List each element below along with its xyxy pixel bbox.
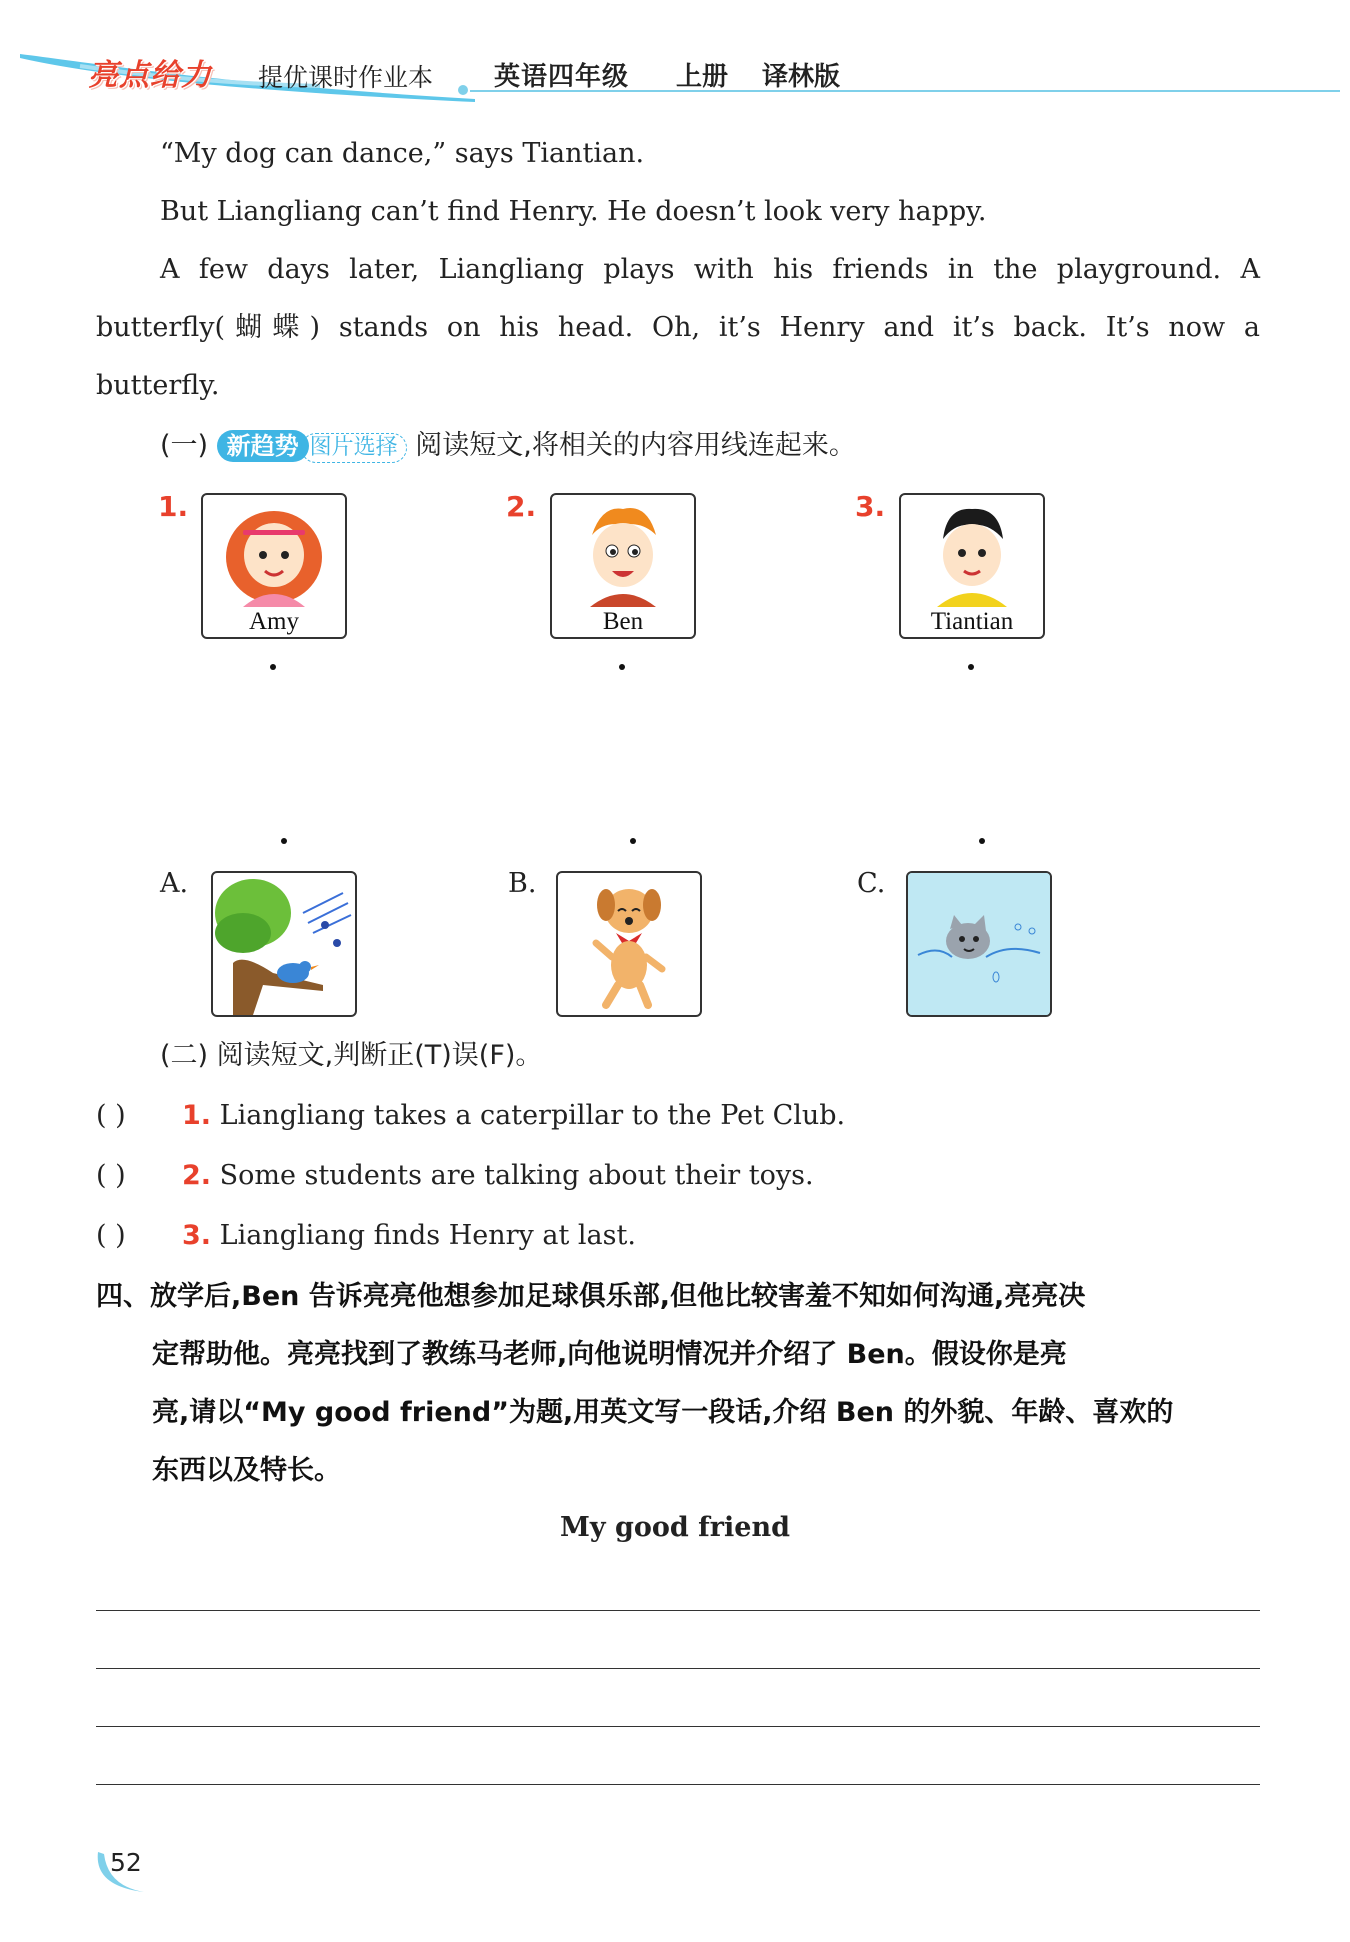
option-letter-c: C. [857, 868, 886, 899]
writing-line-3[interactable] [96, 1726, 1260, 1727]
tf-text-2: Some students are talking about their toys. [219, 1160, 814, 1191]
person-name-tiantian: Tiantian [930, 608, 1014, 635]
option-letter-a: A. [160, 868, 189, 899]
person-name-amy: Amy [249, 608, 299, 635]
brand-logo: 亮点给力 [88, 58, 212, 93]
section4-line-4: 东西以及特长。 [152, 1455, 341, 1486]
part1-label: (一) [160, 430, 209, 461]
tf-item-1 [96, 1098, 845, 1134]
picture-choice-tag: 图片选择 [301, 433, 407, 463]
tiantian-illustration [901, 495, 1043, 607]
tf-item-3 [96, 1218, 636, 1254]
answer-blank-2[interactable]: ( ) [96, 1160, 126, 1191]
tf-number-1: 1. [182, 1100, 212, 1131]
passage-line-3: A few days later, Liangliang plays with his friends in the playground. A [160, 254, 1260, 285]
match-dot-b[interactable] [630, 838, 636, 844]
passage-line-2: But Liangliang can’t find Henry. He doesn’t look very happy. [160, 196, 987, 227]
match-dot-a[interactable] [281, 838, 287, 844]
subject-label: 英语四年级 [494, 62, 630, 92]
match-dot-2[interactable] [619, 664, 625, 670]
header-dot [458, 85, 468, 95]
new-trend-tag: 新趋势 [217, 430, 309, 462]
item-number-1: 1. [158, 490, 189, 523]
volume-label: 上册 [676, 62, 729, 92]
passage-line-4: butterfly(蝴蝶) stands on his head. Oh, it’s Henry and it’s back. It’s now a [96, 312, 1260, 343]
section4-line-3: 亮,请以“My good friend”为题,用英文写一段话,介绍 Ben 的外貌、年龄、喜欢的 [152, 1397, 1174, 1428]
item-number-2: 2. [506, 490, 537, 523]
option-letter-b: B. [508, 868, 537, 899]
person-card-tiantian [899, 493, 1045, 639]
series-title: 提优课时作业本 [258, 63, 434, 92]
cat-swimming-illustration [908, 873, 1050, 1015]
writing-line-4[interactable] [96, 1784, 1260, 1785]
page-header [0, 40, 1350, 100]
tf-text-1: Liangliang takes a caterpillar to the Pet Club. [219, 1100, 846, 1131]
part1-text: 阅读短文,将相关的内容用线连起来。 [415, 430, 856, 461]
part1-instruction [160, 428, 856, 464]
amy-illustration [203, 495, 345, 607]
answer-blank-1[interactable]: ( ) [96, 1100, 126, 1131]
bird-singing-illustration [213, 873, 355, 1015]
person-card-ben [550, 493, 696, 639]
match-dot-1[interactable] [270, 664, 276, 670]
option-card-c [906, 871, 1052, 1017]
writing-line-2[interactable] [96, 1668, 1260, 1669]
writing-line-1[interactable] [96, 1610, 1260, 1611]
page-number: 52 [110, 1848, 142, 1877]
person-card-amy [201, 493, 347, 639]
section4-line-2: 定帮助他。亮亮找到了教练马老师,向他说明情况并介绍了 Ben。假设你是亮 [152, 1339, 1067, 1370]
match-dot-3[interactable] [968, 664, 974, 670]
tf-number-2: 2. [182, 1160, 212, 1191]
passage-line-5: butterfly. [96, 370, 220, 401]
passage-line-1: “My dog can dance,” says Tiantian. [160, 138, 645, 169]
section4-line-1: 四、放学后,Ben 告诉亮亮他想参加足球俱乐部,但他比较害羞不知如何沟通,亮亮决 [96, 1281, 1086, 1312]
part2-instruction: (二) 阅读短文,判断正(T)误(F)。 [160, 1040, 543, 1071]
edition-label: 译林版 [762, 62, 841, 92]
dog-dancing-illustration [558, 873, 700, 1015]
option-card-a [211, 871, 357, 1017]
person-name-ben: Ben [602, 608, 644, 635]
item-number-3: 3. [855, 490, 886, 523]
tf-item-2 [96, 1158, 814, 1194]
option-card-b [556, 871, 702, 1017]
essay-title: My good friend [560, 1512, 790, 1543]
answer-blank-3[interactable]: ( ) [96, 1220, 126, 1251]
tf-number-3: 3. [182, 1220, 212, 1251]
ben-illustration [552, 495, 694, 607]
match-dot-c[interactable] [979, 838, 985, 844]
tf-text-3: Liangliang finds Henry at last. [219, 1220, 636, 1251]
